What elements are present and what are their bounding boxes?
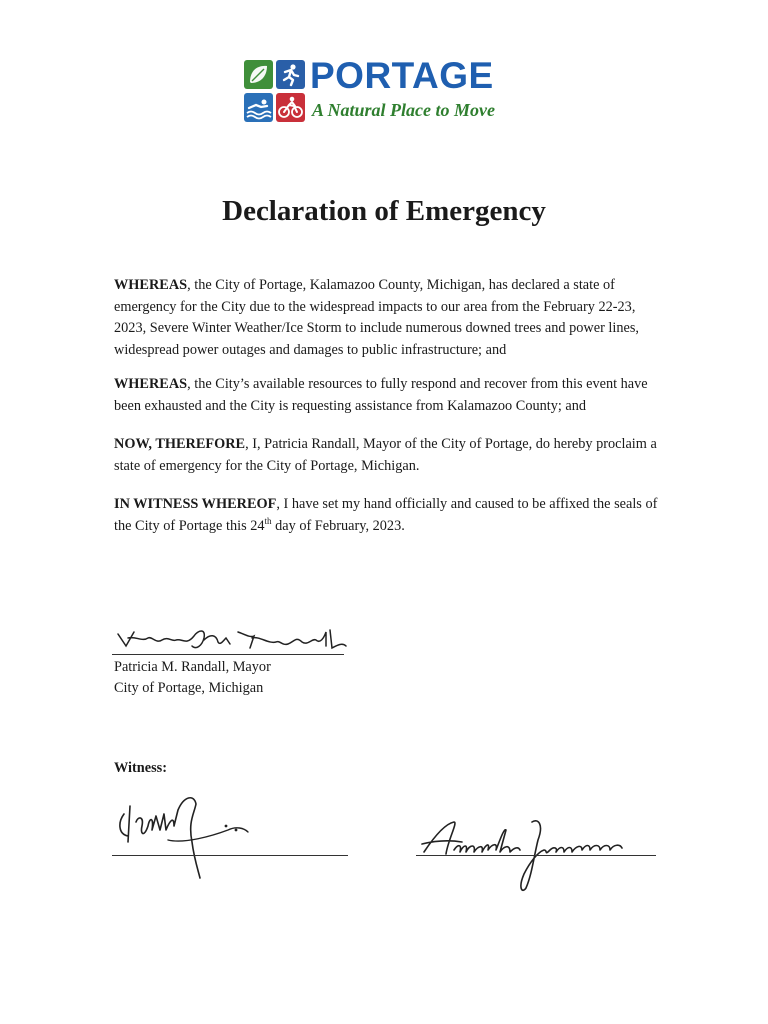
mayor-name: Patricia M. Randall, Mayor — [114, 659, 271, 675]
logo-tagline: A Natural Place to Move — [312, 100, 495, 120]
runner-icon — [276, 60, 305, 89]
paragraph-text: , the City of Portage, Kalamazoo County, Michigan, has declared a state of emergency for the City due to the widespread impacts to our area from the February 22-23, 2023, Severe Winter Weather/Ice Storm to include numerous downed trees and power lines, widespread power outages and damages to public infrastructure; and — [114, 277, 639, 358]
witness-label: Witness: — [114, 760, 167, 776]
portage-logo — [244, 55, 514, 128]
paragraph-lead: WHEREAS — [114, 277, 188, 293]
paragraph-now-therefore — [114, 434, 670, 477]
ordinal-suffix: th — [264, 515, 272, 526]
witness-1-signature — [108, 786, 268, 882]
witness-2-signature-line — [416, 855, 656, 856]
swimmer-icon — [244, 93, 273, 122]
paragraph-lead: WHEREAS — [114, 376, 188, 392]
cyclist-icon — [276, 93, 305, 122]
witness-2-signature — [414, 800, 654, 896]
paragraph-text: , I, Patricia Randall, Mayor of the City of Portage, do hereby proclaim a state of emergency for the City of Portage, Michigan. — [114, 436, 657, 474]
paragraph-text: , the City’s available resources to fully respond and recover from this event have been exhausted and the City is requesting assistance from Kalamazoo County; and — [114, 376, 648, 414]
paragraph-whereas-2 — [114, 374, 670, 417]
paragraph-lead: IN WITNESS WHEREOF — [114, 496, 277, 512]
paragraph-in-witness-whereof — [114, 494, 670, 537]
mayor-title: City of Portage, Michigan — [114, 680, 264, 696]
leaf-icon — [244, 60, 273, 89]
witness-1-signature-line — [112, 855, 348, 856]
paragraph-lead: NOW, THEREFORE — [114, 436, 246, 452]
paragraph-text-end: day of February, 2023. — [271, 517, 405, 534]
mayor-signature-line — [112, 654, 344, 655]
paragraph-text: , I have set my hand officially and caused to be affixed the seals of the City of Portage this 24 — [114, 496, 658, 534]
document-title: Declaration of Emergency — [222, 195, 546, 227]
logo-brand-text: PORTAGE — [310, 55, 494, 96]
paragraph-whereas-1 — [114, 275, 670, 361]
